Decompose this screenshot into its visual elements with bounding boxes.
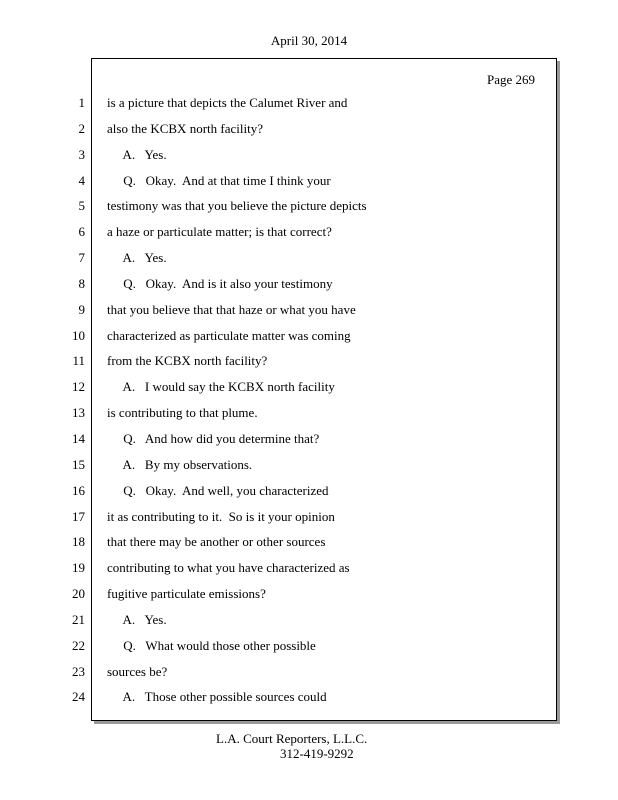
line-number: 20 <box>72 586 85 602</box>
line-number: 23 <box>72 663 85 679</box>
transcript-line: Q. Okay. And is it also your testimony <box>107 275 333 291</box>
transcript-line: A. I would say the KCBX north facility <box>107 379 335 395</box>
transcript-line: A. By my observations. <box>107 456 253 472</box>
transcript-line: fugitive particulate emissions? <box>107 586 266 602</box>
transcript-line: A. Yes. <box>107 146 167 162</box>
transcript-line: A. Yes. <box>107 250 167 266</box>
line-number: 21 <box>72 611 85 627</box>
transcript-line: sources be? <box>107 663 168 679</box>
transcript-line: Q. What would those other possible <box>107 637 316 653</box>
line-number: 15 <box>72 456 85 472</box>
line-number: 16 <box>72 482 85 498</box>
line-number: 18 <box>72 534 85 550</box>
transcript-line: that there may be another or other sources <box>107 534 326 550</box>
transcript-line: Q. And how did you determine that? <box>107 430 320 446</box>
court-reporter-phone: 312-419-9292 <box>280 746 354 761</box>
page-number: Page 269 <box>487 72 536 87</box>
transcript-line: from the KCBX north facility? <box>107 353 268 369</box>
line-number: 7 <box>78 250 85 266</box>
line-number: 17 <box>72 508 85 524</box>
line-number: 12 <box>72 379 85 395</box>
line-number: 11 <box>72 353 85 369</box>
line-number-column <box>40 94 85 714</box>
line-number: 9 <box>78 301 85 317</box>
transcript-line: contributing to what you have characterized as <box>107 560 350 576</box>
line-number: 3 <box>78 146 85 162</box>
line-number: 14 <box>72 430 85 446</box>
transcript-line: testimony was that you believe the picture depicts <box>107 198 367 214</box>
transcript-line: characterized as particulate matter was coming <box>107 327 351 343</box>
transcript-line: also the KCBX north facility? <box>107 120 263 136</box>
line-number: 19 <box>72 560 85 576</box>
line-number: 10 <box>72 327 85 343</box>
transcript-line: that you believe that that haze or what you have <box>107 301 356 317</box>
line-number: 1 <box>78 95 85 110</box>
line-number: 6 <box>78 224 85 240</box>
line-number: 4 <box>78 172 85 188</box>
transcript-line: is a picture that depicts the Calumet River and <box>107 95 348 110</box>
transcript-line: Q. Okay. And well, you characterized <box>107 482 329 498</box>
line-number: 8 <box>78 275 85 291</box>
transcript-date: April 30, 2014 <box>270 33 348 48</box>
transcript-line: a haze or particulate matter; is that correct? <box>107 224 332 240</box>
line-number: 24 <box>72 689 85 705</box>
line-number: 2 <box>78 120 85 136</box>
transcript-text <box>107 94 547 714</box>
transcript-line: A. Yes. <box>107 611 167 627</box>
transcript-line: is contributing to that plume. <box>107 405 258 421</box>
transcript-line: A. Those other possible sources could <box>107 689 327 705</box>
court-reporter-name: L.A. Court Reporters, L.L.C. <box>216 731 368 746</box>
transcript-line: it as contributing to it. So is it your opinion <box>107 508 335 524</box>
line-number: 5 <box>78 198 85 214</box>
line-number: 22 <box>72 637 85 653</box>
transcript-line: Q. Okay. And at that time I think your <box>107 172 331 188</box>
line-number: 13 <box>72 405 85 421</box>
